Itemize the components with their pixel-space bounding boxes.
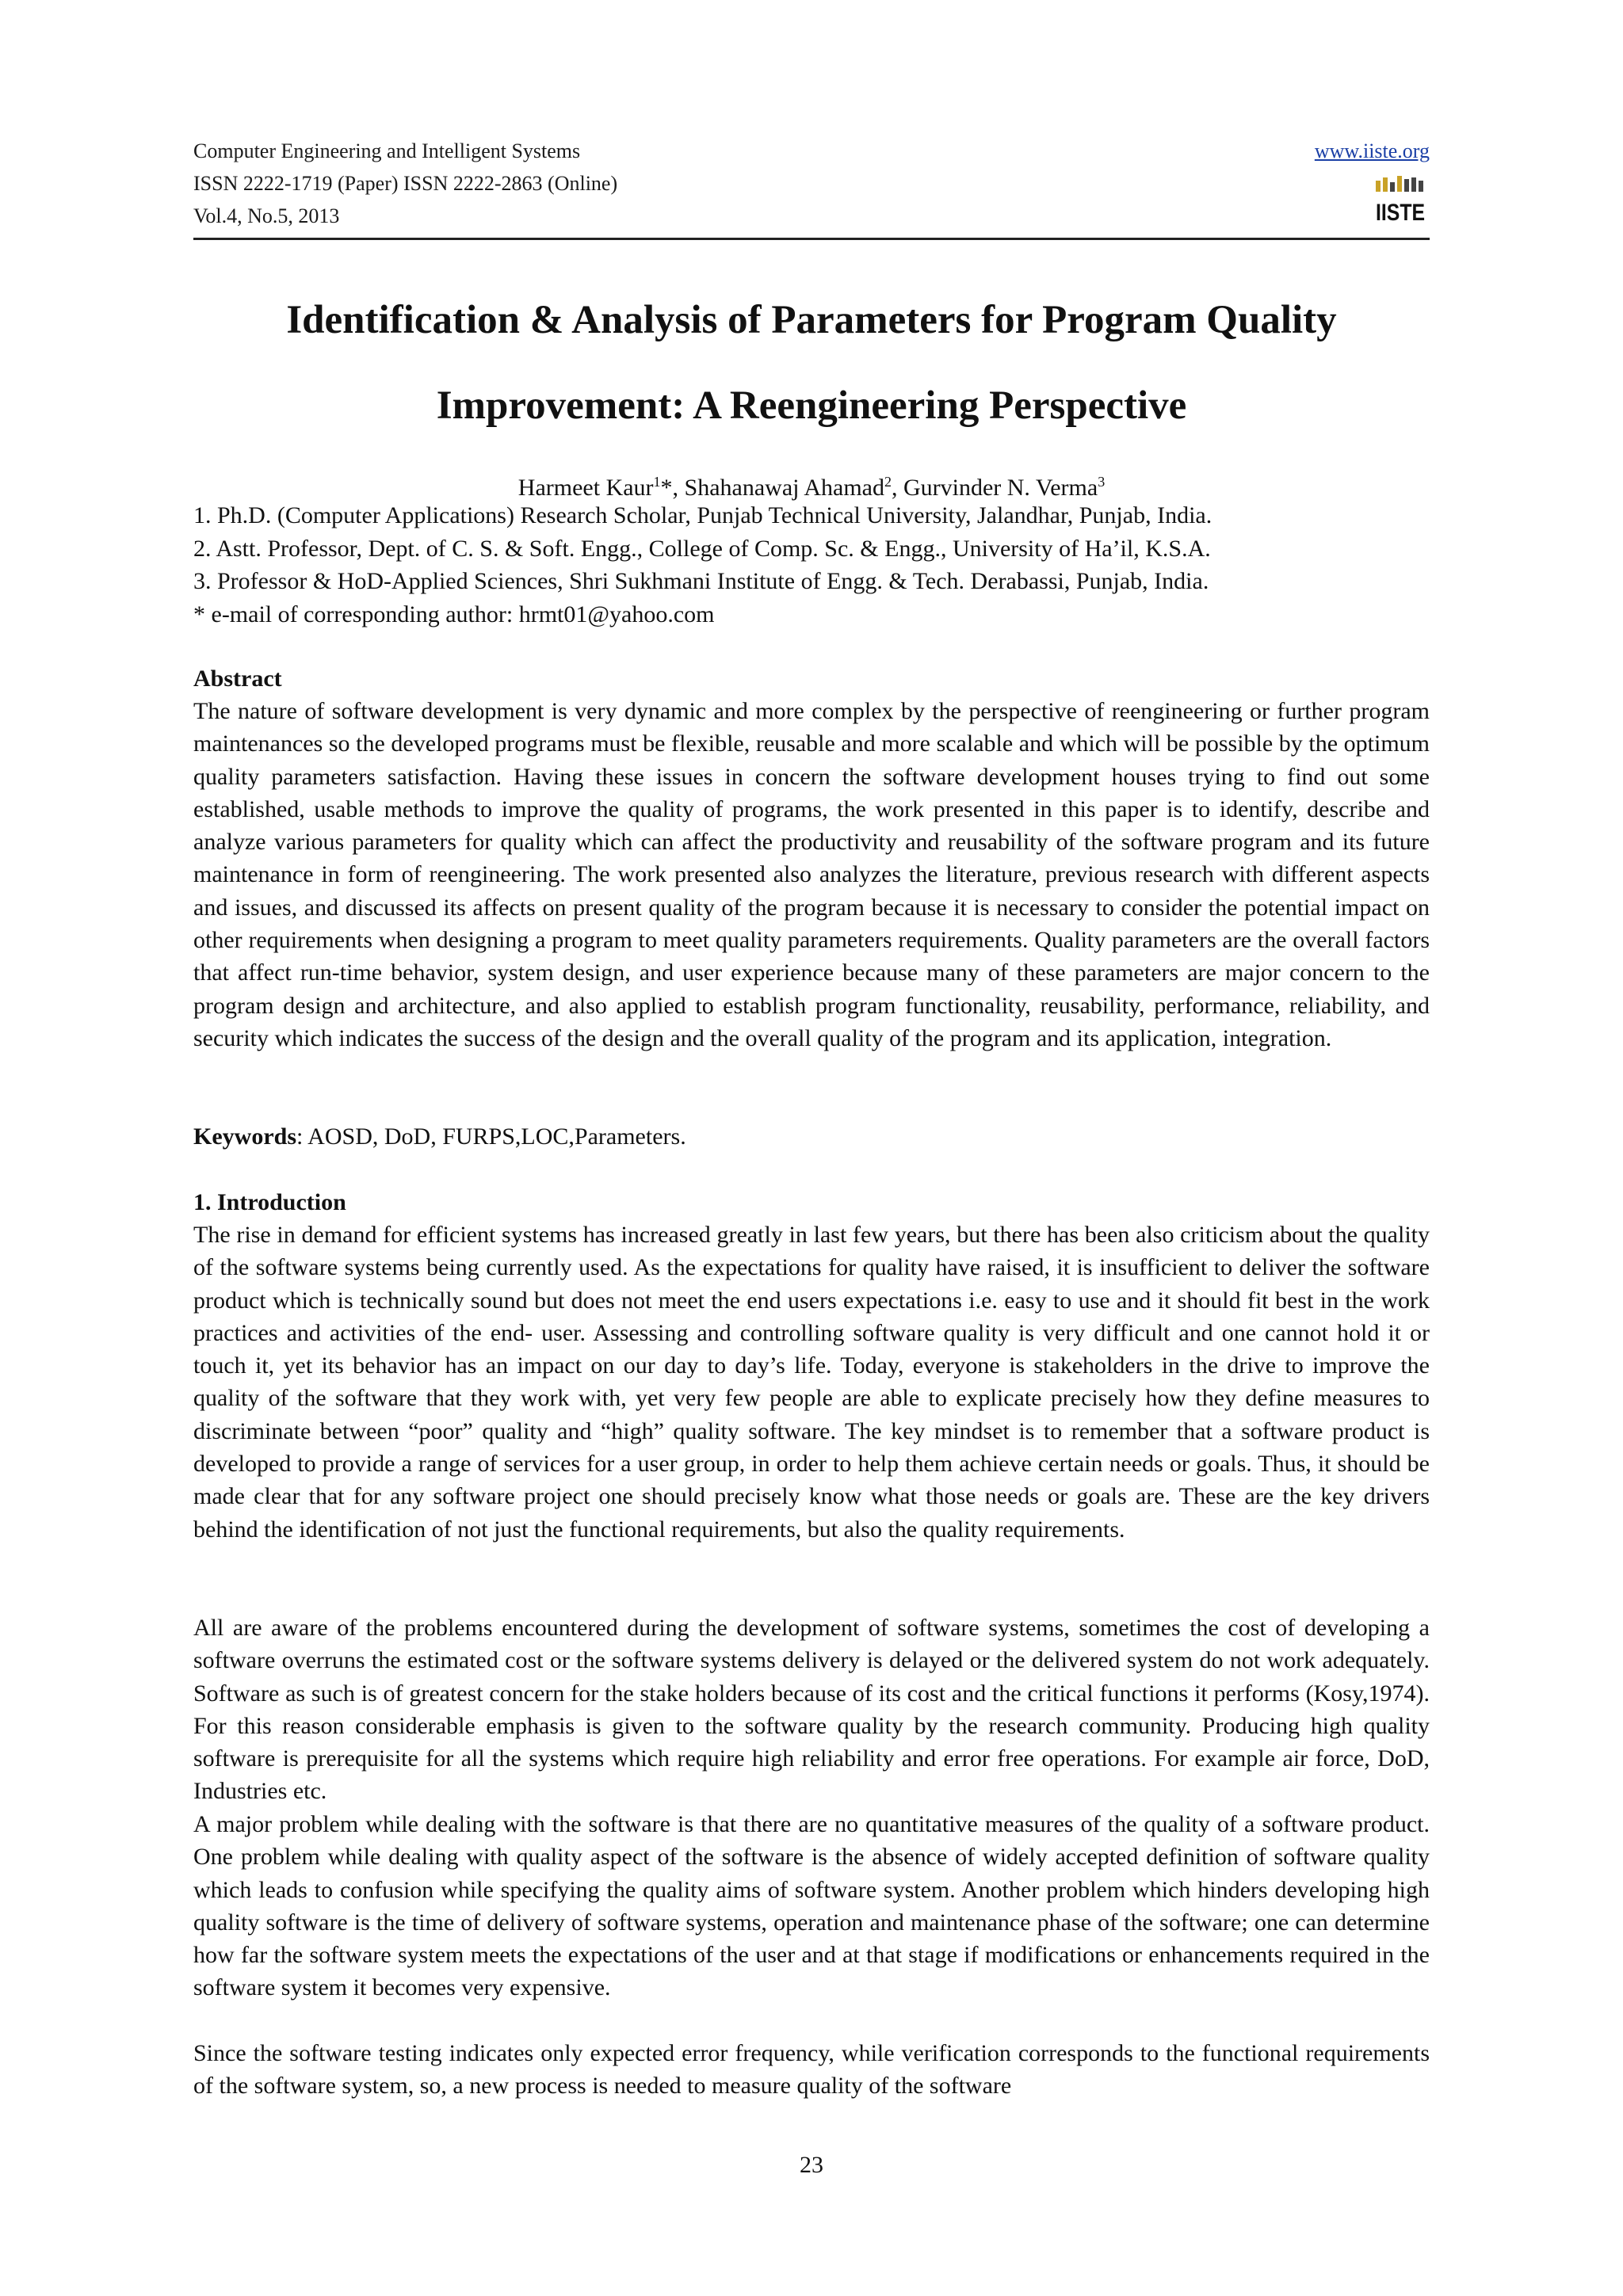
author-3-affil: 3 [1098, 474, 1106, 490]
journal-name: Computer Engineering and Intelligent Systems [193, 139, 581, 162]
intro-paragraph-3: A major problem while dealing with the software is that there are no quantitative measures of the quality of a software product. One problem while dealing with quality aspect of the software is the absence of widely accepted definition of software quality which leads to confusion while specifying the quality aims of software system. Another problem which hinders developing high quality software is the time of delivery of software systems, operation and maintenance phase of the software; one can determine how far the software system meets the expectations of the user and at that stage if modifications or enhancements required in the software system it becomes very expensive. [193, 1811, 1430, 2001]
author-1-affil: 1 [653, 474, 661, 490]
author-separator: , [891, 475, 903, 501]
iiste-logo-icon [1374, 173, 1426, 225]
affiliation-1: 1. Ph.D. (Computer Applications) Research Scholar, Punjab Technical University, Jalandhar, Punjab, India. [193, 502, 1212, 528]
title-line-2: Improvement: A Reengineering Perspective [436, 383, 1187, 428]
author-2: Shahanawaj Ahamad [684, 475, 884, 501]
journal-issn: ISSN 2222-1719 (Paper) ISSN 2222-2863 (Online) [193, 172, 618, 195]
paper-title [193, 277, 1430, 448]
journal-volume: Vol.4, No.5, 2013 [193, 204, 340, 227]
journal-header-right [1315, 135, 1430, 167]
abstract-text: The nature of software development is very dynamic and more complex by the perspective of reengineering or further program maintenances so the developed programs must be flexible, reusable and more scalable and which will be possible by the optimum quality parameters satisfaction. Having these issues in concern the software development houses trying to find out some established, usable methods to improve the quality of programs, the work presented in this paper is to identify, describe and analyze various parameters for quality which can affect the productivity and reusability of the software program and its future maintenance in form of reengineering. The work presented also analyzes the literature, previous research with different aspects and issues, and discussed its affects on present quality of the program because it is necessary to consider the potential impact on other requirements when designing a program to meet quality parameters requirements. Quality parameters are the overall factors that affect run-time behavior, system design, and user experience because many of these parameters are major concern to the program design and architecture, and also applied to establish program functionality, reusability, performance, reliability, and security which indicates the success of the design and the overall quality of the program and its application, integration. [193, 698, 1430, 1051]
author-1: Harmeet Kaur [517, 475, 654, 501]
intro-paragraph-4: Since the software testing indicates only expected error frequency, while verification corresponds to the functional requirements of the software system, so, a new process is needed to measure quality of the software [193, 2040, 1430, 2100]
author-list [193, 466, 1430, 504]
intro-paragraph-2: All are aware of the problems encountered during the development of software systems, sometimes the cost of developing a software overruns the estimated cost or the software systems delivery is delayed or the delivered system do not work adequately. Software as such is of greatest concern for the stake holders because of its cost and the critical functions it performs (Kosy,1974). For this reason considerable emphasis is given to the software quality by the research community. Producing high quality software is prerequisite for all the systems which require high reliability and error free operations. For example air force, DoD, Industries etc. [193, 1615, 1430, 1805]
corresponding-mark: *, [660, 475, 685, 501]
affiliation-2: 2. Astt. Professor, Dept. of C. S. & Soft. Engg., College of Comp. Sc. & Engg., University of Ha’il, K.S.A. [193, 535, 1211, 562]
author-3: Gurvinder N. Verma [903, 475, 1098, 501]
header-rule [193, 238, 1430, 240]
affiliation-3: 3. Professor & HoD-Applied Sciences, Shri Sukhmani Institute of Engg. & Tech. Derabassi, Punjab, India. [193, 568, 1209, 594]
title-line-1: Identification & Analysis of Parameters for Program Quality [286, 298, 1337, 342]
journal-header [193, 135, 1430, 242]
intro-paragraph-1: The rise in demand for efficient systems has increased greatly in last few years, but there has been also criticism about the quality of the software systems being currently used. As the expectations for quality have raised, it is insufficient to deliver the software product which is technically sound but does not meet the end users expectations i.e. easy to use and it should fit best in the work practices and activities of the end- user. Assessing and controlling software quality is very difficult and one cannot hold it or touch it, yet its behavior has an impact on our day to day’s life. Today, everyone is stakeholders in the drive to improve the quality of the software that they work with, yet very few people are able to explicate precisely how they define measures to discriminate between “poor” quality and “high” quality software. The key mindset is to remember that a software product is developed to provide a range of services for a user group, in order to help them achieve certain needs or goals. Thus, it should be made clear that for any software project one should precisely know what those needs or goals are. These are the key drivers behind the identification of not just the functional requirements, but also the quality requirements. [193, 1222, 1430, 1543]
website-link[interactable]: www.iiste.org [1314, 139, 1430, 162]
keywords-label: Keywords [193, 1123, 296, 1150]
corresponding-email: * e-mail of corresponding author: hrmt01@yahoo.com [193, 601, 715, 627]
abstract-heading: Abstract [193, 666, 282, 692]
keywords-text: : AOSD, DoD, FURPS,LOC,Parameters. [296, 1123, 686, 1150]
affiliations [193, 499, 1430, 631]
page-number: 23 [800, 2152, 823, 2178]
introduction-heading: 1. Introduction [193, 1189, 346, 1215]
logo-text: IISTE [1376, 200, 1425, 226]
author-2-affil: 2 [884, 474, 892, 490]
keywords [193, 1120, 686, 1153]
